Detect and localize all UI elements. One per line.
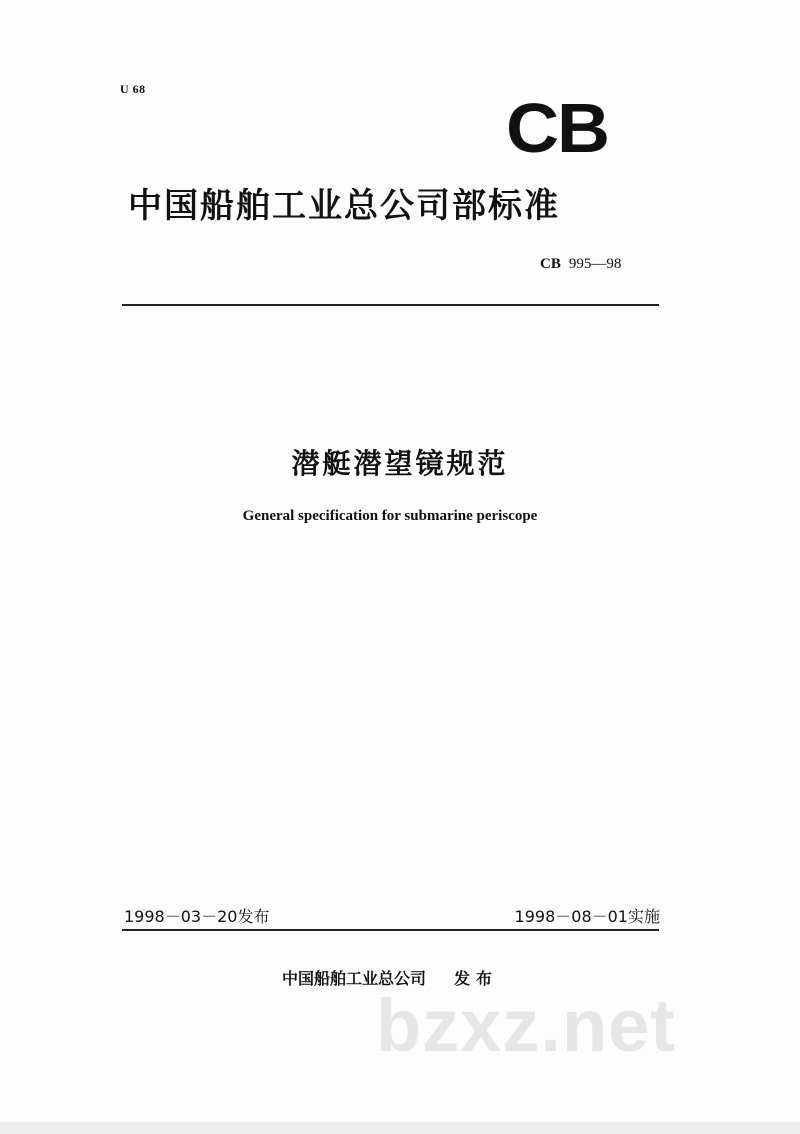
cb-logo: CB xyxy=(506,89,608,167)
classification-code: U 68 xyxy=(120,82,146,96)
release-date: 1998－03－20发布 xyxy=(124,907,270,926)
standard-number-value: 995—98 xyxy=(568,256,622,272)
document-title-en: General specification for submarine periscope xyxy=(242,508,538,524)
site-watermark: bzxz.net xyxy=(376,984,676,1067)
standard-prefix: CB xyxy=(540,256,561,272)
page-edge xyxy=(0,1122,800,1134)
publisher-action: 发布 xyxy=(454,969,499,988)
bottom-divider xyxy=(122,929,659,931)
organization-standard-title: 中国船舶工业总公司部标准 xyxy=(128,186,560,226)
implementation-date: 1998－08－01实施 xyxy=(514,907,660,926)
standard-number xyxy=(540,256,660,273)
publisher-name: 中国船舶工业总公司 xyxy=(282,969,427,988)
top-divider xyxy=(122,304,659,306)
document-title-cn: 潜艇潜望镜规范 xyxy=(291,447,509,480)
